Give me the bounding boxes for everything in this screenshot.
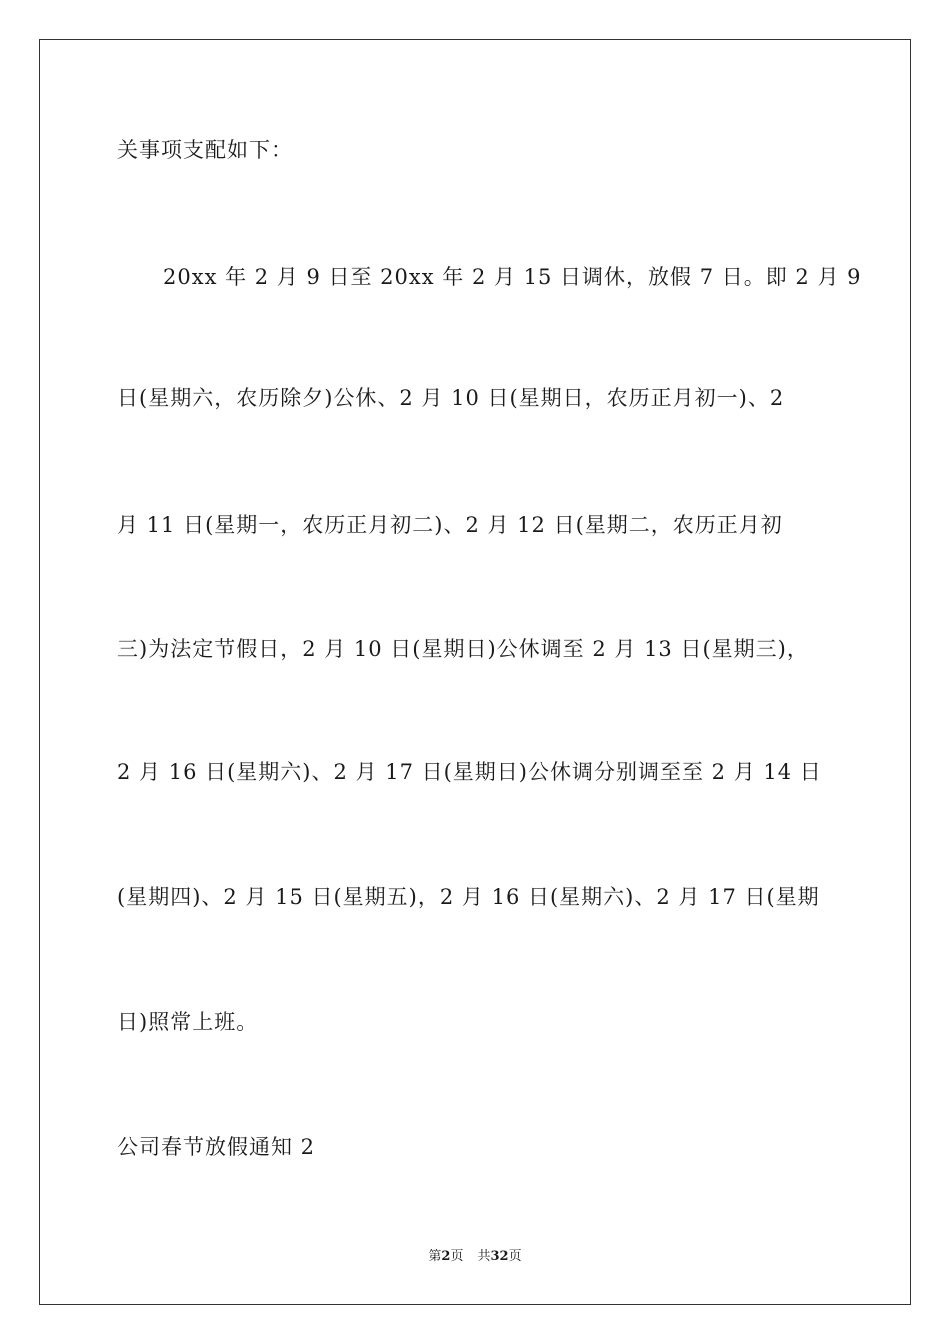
body-line-4: 月 11 日(星期一，农历正月初二)、2 月 12 日(星期二，农历正月初	[117, 513, 783, 537]
body-line-5: 三)为法定节假日，2 月 10 日(星期日)公休调至 2 月 13 日(星期三)，	[117, 637, 809, 661]
body-line-3: 日(星期六，农历除夕)公休、2 月 10 日(星期日，农历正月初一)、2	[117, 386, 785, 410]
page-footer	[0, 1248, 950, 1266]
footer-total-prefix: 共	[477, 1249, 491, 1264]
footer-total-suffix: 页	[508, 1249, 522, 1264]
footer-page-current: 2	[441, 1249, 451, 1264]
footer-page-prefix: 第	[428, 1249, 442, 1264]
footer-page-total: 32	[490, 1249, 509, 1264]
body-line-7: (星期四)、2 月 15 日(星期五)，2 月 16 日(星期六)、2 月 17 日(星期	[117, 885, 820, 909]
body-line-2: 20xx 年 2 月 9 日至 20xx 年 2 月 15 日调休，放假 7 日。即 2 月 9	[163, 265, 862, 289]
body-line-6: 2 月 16 日(星期六)、2 月 17 日(星期日)公休调分别调至至 2 月 14 日	[117, 760, 822, 784]
body-line-8: 日)照常上班。	[117, 1010, 259, 1034]
section-heading: 公司春节放假通知 2	[117, 1135, 316, 1159]
body-line-1: 关事项支配如下：	[117, 138, 293, 162]
page-border	[39, 39, 911, 1305]
footer-page-suffix: 页	[450, 1249, 464, 1264]
